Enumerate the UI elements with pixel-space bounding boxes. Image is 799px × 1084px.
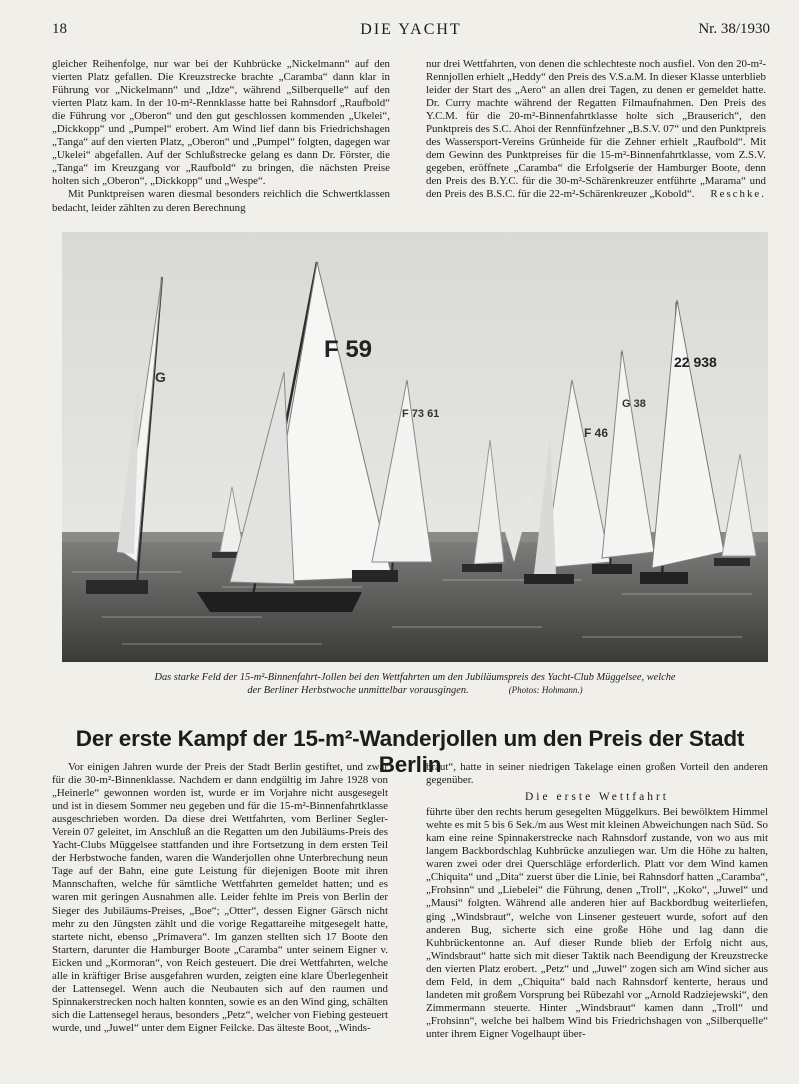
top-right-column <box>426 58 766 202</box>
sailing-photo <box>62 232 768 662</box>
paragraph: führte über den rechts herum gesegelten Müggelkurs. Bei bewölktem Himmel wehte es mit 5 bis 6 Sek./m aus West mit kleinen Abweichungen nach Süd. So kam eine reine Spinnakerstrecke nach Rahnsdorf zustande, von wo aus mit langem Backbordschlag Kuhbrücke anzuliegen war. Um die Höhe zu halten, waren zwei oder drei Querschläge erforderlich. Platt vor dem Wind kamen „Chiquita“ und „Dita“ zuerst über die Linie, bei Rahnsdorf hatten „Caramba“, „Frohsinn“ und „Liebelei“ die Führung, denen „Troll“, „Koko“, „Juwel“ und „Mausi“ folgten. Während alle anderen hier auf Backbordbug weiterliefen, ging „Windsbraut“, welche von Linsener gesteuert wurde, sofort auf den anderen Bug, sicherte sich eine große Höhe und lag dann die Kuhbrückentonne an. Auf dieser Runde blieb der Erfolg nicht aus, „Windsbraut“ hatte sich mit dieser Taktik nach Beendigung der Kreuzstrecke den vierten Platz erobert. „Petz“ und „Juwel“ zogen sich am Wind sicher aus dem Feld, in dem „Chiquita“ bald nach Rahnsdorf kenterte, heraus und landeten mit großem Vorsprung bei Rübezahl vor „Arnold Radziejewski“, den Zimmermann steuerte. Hinter „Windsbraut“ kamen dann „Troll“ und „Frohsinn“, welche bei halbem Wind bis Friedrichshagen von „Silberquelle“ unter ihrem Eigner Vogelhaupt über- <box>426 806 768 1040</box>
sail-number: F 59 <box>324 336 373 363</box>
sail-number: F 73 61 <box>402 408 440 420</box>
article-headline: Der erste Kampf der 15-m²-Wanderjollen um den Preis der Stadt Berlin <box>75 726 745 777</box>
photo-credit: (Photos: Hohmann.) <box>508 685 583 695</box>
caption-line <box>62 684 768 697</box>
page-header <box>52 21 770 43</box>
paragraph: Vor einigen Jahren wurde der Preis der Stadt Berlin gestiftet, und zwar für die 30-m²-Binnenklasse. Nachdem er dann endgültig im Jahre 1928 von „Heinerle“ gewonnen worden ist, wurde er im Vorjahre nicht ausgesegelt und ist in diesem Sommer neu gegeben und für die 15-m²-Binnenfahrtklasse ausgeschrieben worden. Da diese drei Wettfahrten, vom Berliner Segler-Verein 07 geleitet, im Anschluß an die Regatten um den Jubiläums-Preis des Yacht-Clubs Müggelsee stattfanden und ihre Fortsetzung in dem ersten Teil der Herbstwoche fanden, waren die Wanderjollen ohne Unterbrechung neun Tage auf der Bahn, eine gute Leistung für diejenigen Boote mit ihren Mannschaften, welche für sämtliche Wettfahrten gemeldet hatten; und es waren mit geringen Ausnahmen alle. Leider fehlte im Preis von Berlin der Sieger des Jubiläums-Preises, „Boe“; „Otter“, dessen Eigner Gärsch nicht mehr zu den Jüngsten zählt und die vorige Regattareihe mitgesegelt hatte, startete nicht, ebenso „Primavera“. Im ganzen stellten sich 17 Boote den Startern, darunter die Hamburger Boote „Caramba“ unter seinem Eigner v. Eicken und „Kormoran“, von Reich gesteuert. Die drei Wettfahrten, welche alle in kräftiger Brise ausgefahren wurden, zeigten eine klare Überlegenheit der Lattensegel. Wenn auch die Neubauten sich auf den raumen und Spinnakerstrecken noch halten konnten, sowie es an den Wind ging, schälten sich die Lattensegel heraus, besonders „Petz“, welcher von Fiebing gesteuert wurde, und „Juwel“ unter dem Eigner Feilcke. Das älteste Boot, „Winds- <box>52 761 388 1034</box>
journal-title: DIE YACHT <box>360 21 462 38</box>
sail-number: F 46 <box>584 426 609 440</box>
caption-line: Das starke Feld der 15-m²-Binnenfahrt-Jollen bei den Wettfahrten um den Jubiläumspreis des Yacht-Club Müggelsee, welche <box>154 672 676 683</box>
caption-text: der Berliner Herbstwoche unmittelbar vorausgingen. <box>247 685 469 696</box>
paragraph <box>426 58 766 202</box>
photo-caption <box>62 671 768 697</box>
sail-number: 22 938 <box>674 354 717 370</box>
sail-number: G <box>155 369 166 385</box>
paragraph: braut“, hatte in seiner niedrigen Takelage einen großen Vorteil den anderen gegenüber. <box>426 761 768 787</box>
author-signature: Reschke. <box>710 188 766 201</box>
bottom-left-column <box>52 761 388 1035</box>
issue-number: Nr. 38/1930 <box>698 21 770 37</box>
section-subheading: Die erste Wettfahrt <box>525 791 669 804</box>
paragraph: gleicher Reihenfolge, nur war bei der Kuhbrücke „Nickelmann“ auf den vierten Platz gefallen. Die Kreuzstrecke brachte „Caramba“ dann klar in Führung vor „Nickelmann“ und „Idze“, während „Silberquelle“ auf den vierten Platz kam. In der 10-m²-Rennklasse hatte bei Rahnsdorf „Raufbold“ die Führung vor „Oberon“ und den gut geschlossen kommenden „Ukelei“, „Dickkopp“ und „Pumpel“ erobert. Am Wind lief dann bis Friedrichshagen „Tanga“ auf den vierten Platz, „Oberon“ und „Pumpel“ folgten, dagegen war „Ukelei“ abgefallen. Auf der Schlußstrecke gelang es dann Dr. Förster, die „Tanga“ im Kreuzgang vor „Raufbold“ zu bringen, die nächsten Preise holten sich „Oberon“, „Dickkopp“ und „Wespe“. <box>52 58 390 188</box>
top-left-column <box>52 58 390 215</box>
sail-number: G 38 <box>622 398 646 410</box>
page-number: 18 <box>52 21 67 37</box>
bottom-right-column <box>426 761 768 1041</box>
paragraph-text: nur drei Wettfahrten, von denen die schlechteste noch ausfiel. Von den 20-m²-Rennjollen erhielt „Heddy“ den Preis des V.S.a.M. In dieser Klasse unterblieb leider der Start des „Aero“ an allen drei Tagen, zu denen er gemeldet hatte. Dr. Curry machte während der Regatten Filmaufnahmen. Den Preis des Y.C.M. für die 20-m²-Binnenfahrtklasse holte sich „Brauserich“, den Punktpreis des S.C. Ahoi der Rennfünfzehner „B.S.V. 07“ und den Punktpreis des Wassersport-Vereins Grünheide für die Zehner erhielt „Raufbold“. Mit dem Gewinn des Punktpreises für die 15-m²-Binnenfahrtklasse, vom Z.S.V. gegeben, eröffnete „Caramba“ die Erfolgserie der Hamburger Boote, denn den Preis des B.Y.C. für die 30-m²-Schärenkreuzer entführte „Marama“ und den Preis des B.S.C. für die 22-m²-Schärenkreuzer „Kobold“. <box>426 58 766 201</box>
paragraph: Mit Punktpreisen waren diesmal besonders reichlich die Schwertklassen bedacht, leider zählten zu deren Berechnung <box>52 188 390 214</box>
